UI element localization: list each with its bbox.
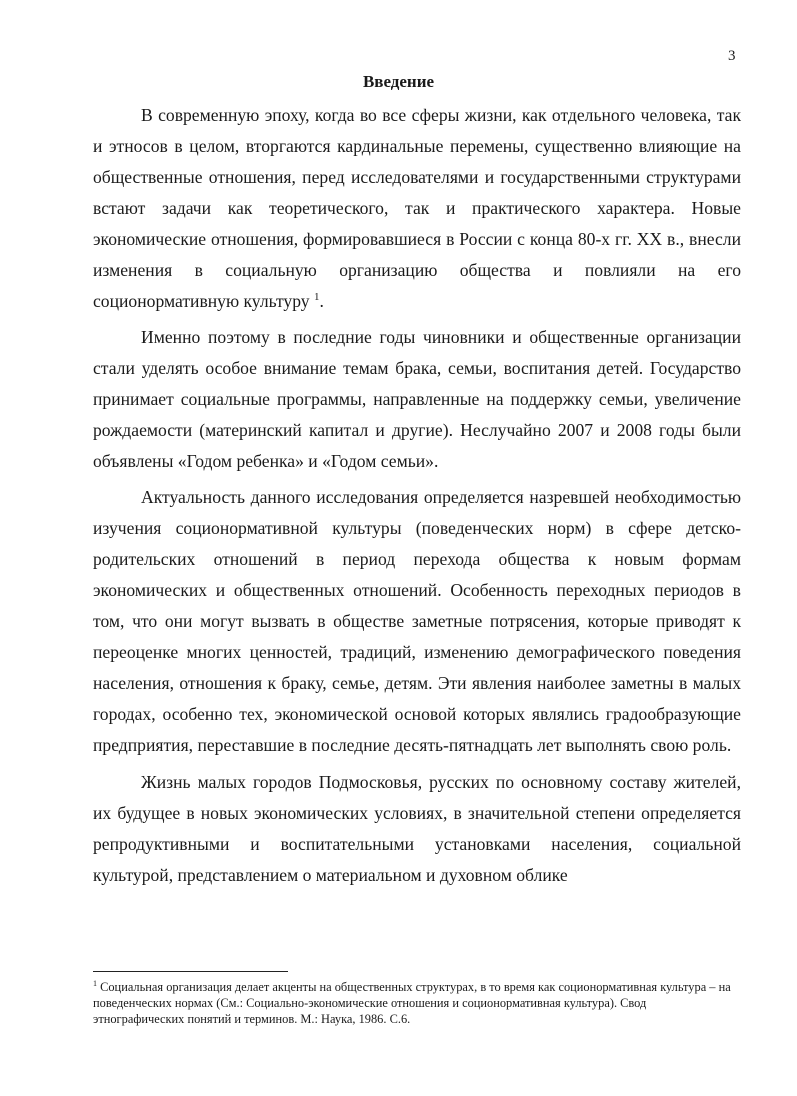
footnote-text: Социальная организация делает акценты на общественных структурах, в то время как соционормативная культура – на поведенческих нормах (См.: Социально-экономические отношения и соционормативная культура). Свод этнографических понятий и терминов. М.: Наука, 1986. С.6.: [93, 980, 731, 1026]
footnote-reference: 1: [314, 291, 320, 304]
footnote: [93, 979, 733, 1027]
paragraph-2: Именно поэтому в последние годы чиновники и общественные организации стали уделять особое внимание темам брака, семьи, воспитания детей. Государство принимает социальные программы, направленные на поддержку семьи, увеличение рождаемости (материнский капитал и другие). Неслучайно 2007 и 2008 годы были объявлены «Годом ребенка» и «Годом семьи».: [93, 327, 741, 471]
paragraph-4: Жизнь малых городов Подмосковья, русских по основному составу жителей, их будущее в новых экономических условиях, в значительной степени определяется репродуктивными и воспитательными установками населения, социальной культурой, представлением о материальном и духовном облике: [93, 772, 741, 885]
footnote-marker: 1: [93, 978, 97, 988]
page-number: 3: [728, 48, 736, 64]
paragraph-1-text: В современную эпоху, когда во все сферы жизни, как отдельного человека, так и этносов в целом, вторгаются кардинальные перемены, существенно влияющие на общественные отношения, перед исследователями и государственными структурами встают задачи как теоретического, так и практического характера. Новые экономические отношения, формировавшиеся в России с конца 80-х гг. XX в., внесли изменения в социальную организацию общества и повлияли на его соционормативную культуру: [93, 105, 741, 311]
footnote-divider: [93, 971, 288, 972]
body-text: [93, 100, 741, 891]
paragraph-1-end: .: [319, 291, 324, 311]
section-title: Введение: [362, 72, 435, 91]
paragraph-3: Актуальность данного исследования определяется назревшей необходимостью изучения соционормативной культуры (поведенческих норм) в сфере детско-родительских отношений в период перехода общества к новым формам экономических и общественных отношений. Особенность переходных периодов в том, что они могут вызвать в обществе заметные потрясения, которые приводят к переоценке многих ценностей, традиций, изменению демографического поведения населения, отношения к браку, семье, детям. Эти явления наиболее заметны в малых городах, особенно тех, экономической основой которых являлись градообразующие предприятия, переставшие в последние десять-пятнадцать лет выполнять свою роль.: [93, 487, 741, 755]
paragraph-1: [93, 100, 741, 317]
